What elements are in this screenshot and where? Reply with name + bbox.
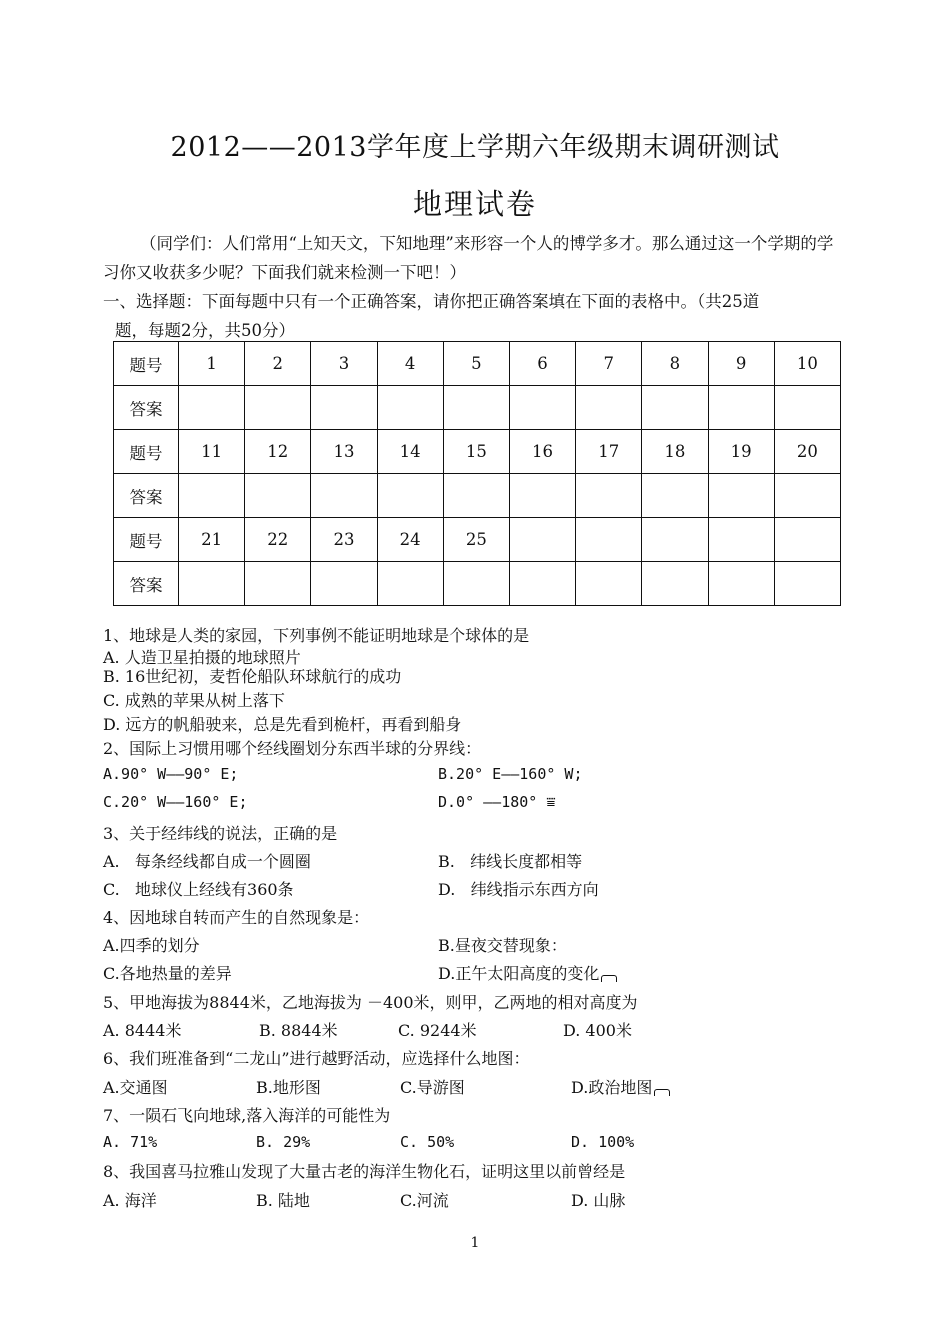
question-7-option-a: A. 71% bbox=[103, 1133, 158, 1151]
question-number-cell bbox=[642, 518, 708, 562]
break-mark-icon bbox=[601, 975, 617, 982]
answer-cell[interactable] bbox=[179, 386, 245, 430]
question-number-cell: 19 bbox=[708, 430, 774, 474]
exam-subtitle: 地理试卷 bbox=[412, 187, 537, 221]
answer-cell[interactable] bbox=[311, 386, 377, 430]
row-label-number: 题号 bbox=[114, 430, 179, 474]
table-row-numbers bbox=[114, 430, 841, 474]
answer-cell[interactable] bbox=[509, 562, 575, 606]
answer-cell[interactable] bbox=[708, 386, 774, 430]
question-number-cell: 22 bbox=[245, 518, 311, 562]
question-2-option-d: D.0° ——180° ⩸ bbox=[438, 793, 556, 811]
question-number-cell: 8 bbox=[642, 342, 708, 386]
question-2-stem: 2、国际上习惯用哪个经线圈划分东西半球的分界线： bbox=[103, 739, 482, 758]
intro-paragraph: （同学们：人们常用“上知天文，下知地理”来形容一个人的博学多才。那么通过这一个学期的学习你又收获多少呢？下面我们就来检测一下吧！） bbox=[103, 234, 834, 282]
row-label-number: 题号 bbox=[114, 518, 179, 562]
question-1-option-d: D. 远方的帆船驶来，总是先看到桅杆，再看到船身 bbox=[103, 715, 462, 734]
question-number-cell: 4 bbox=[377, 342, 443, 386]
answer-cell[interactable] bbox=[708, 474, 774, 518]
question-number-cell: 9 bbox=[708, 342, 774, 386]
question-4-option-d-wrap bbox=[438, 961, 617, 984]
question-number-cell: 16 bbox=[509, 430, 575, 474]
page-number: 1 bbox=[470, 1235, 480, 1251]
question-number-cell: 15 bbox=[443, 430, 509, 474]
question-6-stem: 6、我们班准备到“二龙山”进行越野活动，应选择什么地图： bbox=[103, 1049, 530, 1068]
question-number-cell: 7 bbox=[576, 342, 642, 386]
question-1-option-b: B. 16世纪初，麦哲伦船队环球航行的成功 bbox=[103, 667, 402, 686]
answer-cell[interactable] bbox=[311, 562, 377, 606]
answer-cell[interactable] bbox=[443, 562, 509, 606]
answer-cell[interactable] bbox=[708, 562, 774, 606]
question-4-option-d: D.正午太阳高度的变化 bbox=[438, 964, 600, 983]
question-number-cell bbox=[576, 518, 642, 562]
answer-cell[interactable] bbox=[245, 562, 311, 606]
question-5-option-a: A. 8444米 bbox=[103, 1021, 182, 1040]
question-4-stem: 4、因地球自转而产生的自然现象是： bbox=[103, 908, 370, 927]
question-number-cell: 2 bbox=[245, 342, 311, 386]
question-number-cell: 17 bbox=[576, 430, 642, 474]
question-5-option-b: B. 8844米 bbox=[259, 1021, 338, 1040]
answer-cell[interactable] bbox=[377, 386, 443, 430]
question-number-cell bbox=[708, 518, 774, 562]
question-number-cell: 21 bbox=[179, 518, 245, 562]
answer-cell[interactable] bbox=[179, 474, 245, 518]
question-number-cell bbox=[509, 518, 575, 562]
answer-cell[interactable] bbox=[576, 386, 642, 430]
question-number-cell: 3 bbox=[311, 342, 377, 386]
question-5-option-d: D. 400米 bbox=[563, 1021, 632, 1040]
question-6-option-b: B.地形图 bbox=[256, 1078, 321, 1097]
answer-cell[interactable] bbox=[642, 474, 708, 518]
answer-cell[interactable] bbox=[576, 474, 642, 518]
question-5-option-c: C. 9244米 bbox=[398, 1021, 477, 1040]
question-number-cell: 11 bbox=[179, 430, 245, 474]
question-number-cell: 23 bbox=[311, 518, 377, 562]
question-number-cell: 5 bbox=[443, 342, 509, 386]
question-8-stem: 8、我国喜马拉雅山发现了大量古老的海洋生物化石，证明这里以前曾经是 bbox=[103, 1162, 626, 1181]
question-4-option-a: A.四季的划分 bbox=[103, 936, 200, 955]
question-6-option-a: A.交通图 bbox=[103, 1078, 168, 1097]
section-1-line-1: 一、选择题：下面每题中只有一个正确答案，请你把正确答案填在下面的表格中。（共25道 bbox=[103, 292, 760, 311]
question-number-cell: 18 bbox=[642, 430, 708, 474]
question-number-cell: 20 bbox=[774, 430, 840, 474]
question-number-cell: 25 bbox=[443, 518, 509, 562]
table-row-answers bbox=[114, 386, 841, 430]
question-8-option-a: A. 海洋 bbox=[103, 1191, 157, 1210]
row-label-answer: 答案 bbox=[114, 474, 179, 518]
question-7-option-b: B. 29% bbox=[256, 1133, 311, 1151]
question-4-option-b: B.昼夜交替现象： bbox=[438, 936, 567, 955]
question-number-cell: 6 bbox=[509, 342, 575, 386]
question-6-option-d-wrap bbox=[571, 1075, 670, 1098]
answer-cell[interactable] bbox=[774, 562, 840, 606]
question-4-option-c: C.各地热量的差异 bbox=[103, 964, 232, 983]
section-1-heading bbox=[103, 287, 848, 345]
answer-cell[interactable] bbox=[377, 474, 443, 518]
row-label-answer: 答案 bbox=[114, 562, 179, 606]
answer-table bbox=[113, 341, 841, 606]
answer-cell[interactable] bbox=[642, 386, 708, 430]
answer-cell[interactable] bbox=[245, 386, 311, 430]
answer-cell[interactable] bbox=[377, 562, 443, 606]
question-8-option-d: D. 山脉 bbox=[571, 1191, 626, 1210]
answer-cell[interactable] bbox=[509, 474, 575, 518]
question-7-stem: 7、一陨石飞向地球,落入海洋的可能性为 bbox=[103, 1106, 391, 1125]
question-number-cell bbox=[774, 518, 840, 562]
question-2-option-c: C.20° W——160° E; bbox=[103, 793, 248, 811]
row-label-number: 题号 bbox=[114, 342, 179, 386]
answer-cell[interactable] bbox=[179, 562, 245, 606]
answer-cell[interactable] bbox=[774, 474, 840, 518]
question-number-cell: 12 bbox=[245, 430, 311, 474]
question-3-stem: 3、关于经纬线的说法，正确的是 bbox=[103, 824, 338, 843]
answer-cell[interactable] bbox=[642, 562, 708, 606]
question-number-cell: 24 bbox=[377, 518, 443, 562]
question-1-option-a: A. 人造卫星拍摄的地球照片 bbox=[103, 648, 301, 667]
question-6-option-c: C.导游图 bbox=[400, 1078, 465, 1097]
question-8-option-b: B. 陆地 bbox=[256, 1191, 310, 1210]
question-1-stem: 1、地球是人类的家园，下列事例不能证明地球是个球体的是 bbox=[103, 626, 530, 645]
answer-cell[interactable] bbox=[443, 474, 509, 518]
answer-cell[interactable] bbox=[509, 386, 575, 430]
question-8-option-c: C.河流 bbox=[400, 1191, 449, 1210]
question-3-option-c: C. 地球仪上经线有360条 bbox=[103, 880, 294, 899]
question-2-option-b: B.20° E——160° W; bbox=[438, 765, 583, 783]
answer-cell[interactable] bbox=[443, 386, 509, 430]
question-5-stem: 5、甲地海拔为8844米，乙地海拔为 －400米，则甲，乙两地的相对高度为 bbox=[103, 993, 638, 1012]
section-1-line-2: 题，每题2分，共50分） bbox=[115, 321, 295, 340]
question-number-cell: 10 bbox=[774, 342, 840, 386]
row-label-answer: 答案 bbox=[114, 386, 179, 430]
table-row-numbers bbox=[114, 518, 841, 562]
question-1-option-c: C. 成熟的苹果从树上落下 bbox=[103, 691, 285, 710]
table-row-numbers bbox=[114, 342, 841, 386]
question-7-option-c: C. 50% bbox=[400, 1133, 455, 1151]
answer-cell[interactable] bbox=[774, 386, 840, 430]
question-2-option-a: A.90° W——90° E; bbox=[103, 765, 239, 783]
table-row-answers bbox=[114, 562, 841, 606]
question-6-option-d: D.政治地图 bbox=[571, 1078, 653, 1097]
table-row-answers bbox=[114, 474, 841, 518]
answer-cell[interactable] bbox=[245, 474, 311, 518]
question-7-option-d: D. 100% bbox=[571, 1133, 635, 1151]
question-number-cell: 14 bbox=[377, 430, 443, 474]
question-3-option-b: B. 纬线长度都相等 bbox=[438, 852, 583, 871]
break-mark-icon bbox=[654, 1089, 670, 1096]
question-3-option-a: A. 每条经线都自成一个圆圈 bbox=[103, 852, 311, 871]
question-3-option-d: D. 纬线指示东西方向 bbox=[438, 880, 599, 899]
answer-cell[interactable] bbox=[576, 562, 642, 606]
question-number-cell: 1 bbox=[179, 342, 245, 386]
question-number-cell: 13 bbox=[311, 430, 377, 474]
answer-cell[interactable] bbox=[311, 474, 377, 518]
exam-title: 2012——2013学年度上学期六年级期末调研测试 bbox=[170, 132, 780, 163]
